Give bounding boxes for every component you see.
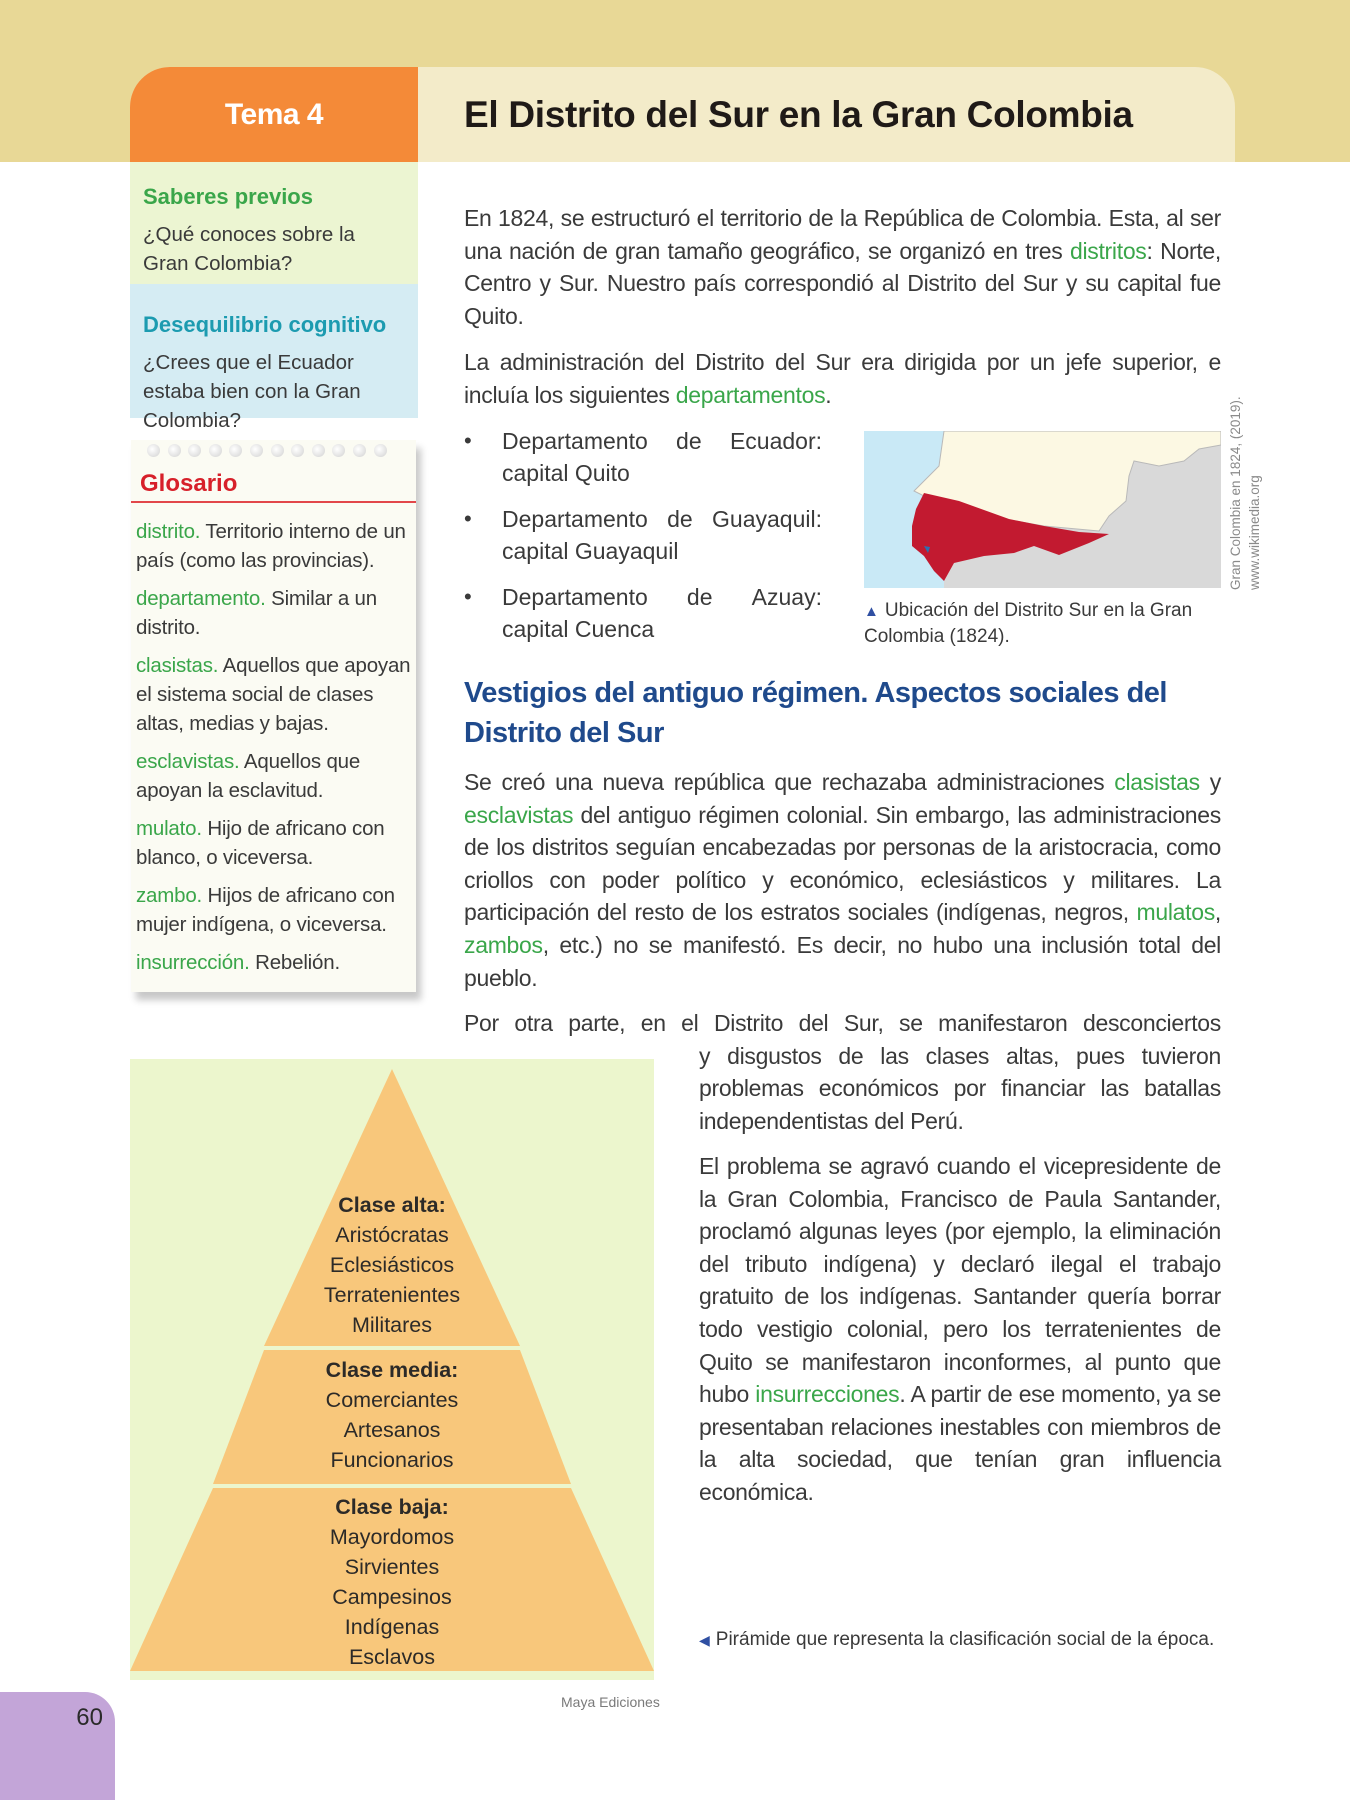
department-capital: capital Guayaquil [502, 538, 679, 564]
tier-member: Mayordomos [329, 1525, 455, 1549]
text-run: La administración del Distrito del Sur era dirigida por un jefe superior, e incluía los siguientes [464, 349, 1221, 408]
department-name-word: Departamento [502, 584, 648, 610]
glosario-term: departamento. [136, 587, 266, 610]
desequilibrio-question: ¿Crees que el Ecuador estaba bien con la Gran Colombia? [143, 351, 361, 432]
map-image [864, 431, 1221, 588]
glosario-item [136, 651, 418, 738]
glosario-definition: Similar a un distrito. [136, 587, 377, 639]
tier-name: Clase alta: [338, 1193, 446, 1217]
term-distritos: distritos [1069, 237, 1147, 264]
map-credit-line: Gran Colombia en 1824, (2019). [1228, 396, 1243, 590]
text-run: . A partir de ese momento, ya se presentaban relaciones inestables con miembros de la alta sociedad, que tenían gran influencia económica. [699, 1381, 1221, 1505]
department-item [464, 503, 822, 567]
glosario-definition: Aquellos que apoyan el sistema social de clases altas, medias y bajas. [136, 654, 411, 735]
term-esclavistas: esclavistas [464, 801, 574, 828]
publisher-credit: Maya Ediciones [561, 1694, 660, 1710]
tema-label: Tema 4 [224, 97, 324, 131]
section-heading: Vestigios del antiguo régimen. Aspectos sociales del Distrito del Sur [464, 677, 1167, 749]
map-caption-text: Ubicación del Distrito Sur en la Gran Colombia (1824). [864, 600, 1193, 647]
glosario-item [136, 814, 418, 872]
tier-member: Militares [351, 1313, 433, 1337]
spiral-binding-icon [147, 444, 387, 457]
term-zambos: zambos [464, 931, 543, 958]
glosario-definition: Aquellos que apoyan la esclavitud. [136, 750, 361, 802]
department-name [502, 581, 822, 613]
page-title: El Distrito del Sur en la Gran Colombia [464, 93, 1133, 135]
glosario-definition: Hijo de africano con blanco, o viceversa. [136, 817, 385, 869]
department-capital: capital Cuenca [502, 616, 655, 642]
glosario-definition: Territorio interno de un país (como las provincias). [136, 520, 406, 572]
tier-member: Aristócratas [335, 1223, 449, 1247]
triangle-up-icon: ▲ [864, 603, 879, 620]
department-item [464, 581, 822, 645]
tier-member: Campesinos [332, 1585, 452, 1609]
text-run: del antiguo régimen colonial. Sin embargo, las administraciones de los distritos seguían encabezadas por personas de la aristocracia, como criollos con poder político y económico, eclesiásticos y militares. La participación del resto de los estratos sociales (indígenas, negros, [464, 801, 1221, 926]
term-mulatos: mulatos [1136, 899, 1215, 926]
text-run: Se creó una nueva república que rechazaba administraciones [464, 769, 1115, 795]
glosario-item [136, 517, 418, 575]
glosario-item [136, 948, 418, 977]
text-run: y [1199, 769, 1221, 795]
saberes-previos-heading: Saberes previos [143, 184, 313, 209]
glosario-definition: Hijos de africano con mujer indígena, o viceversa. [136, 884, 395, 936]
map-credit [1226, 370, 1264, 590]
text-run: Por otra parte, en el Distrito del Sur, se manifestaron desconciertos [464, 1010, 1221, 1036]
tier-member: Eclesiásticos [329, 1253, 455, 1277]
text-run: : Norte, Centro y Sur. Nuestro país correspondió al Distrito del Sur y su capital fue Quito. [464, 237, 1222, 329]
glosario-term: esclavistas. [136, 750, 240, 773]
glosario-box [131, 440, 416, 992]
page-number-tab [0, 1692, 115, 1800]
tier-name: Clase media: [325, 1358, 459, 1382]
tier-alta-text [130, 1190, 654, 1340]
bullet-icon: • [464, 428, 472, 453]
department-name [502, 503, 822, 535]
text-run: . [825, 381, 832, 408]
intro-paragraph-1 [464, 202, 1221, 332]
tier-member: Artesanos [343, 1418, 441, 1442]
glosario-term: clasistas. [136, 654, 219, 677]
glosario-term: mulato. [136, 817, 202, 840]
department-name [502, 425, 822, 457]
department-name-word: Departamento [502, 428, 648, 454]
department-name-word: de [686, 584, 713, 610]
tier-member: Comerciantes [325, 1388, 459, 1412]
tier-member: Funcionarios [330, 1448, 454, 1472]
desequilibrio-cognitivo-box [130, 284, 418, 432]
term-clasistas: clasistas [1114, 769, 1200, 795]
term-departamentos: departamentos [675, 381, 826, 408]
department-name-word: Ecuador: [729, 428, 822, 454]
glosario-term: distrito. [136, 520, 201, 543]
glosario-item [136, 881, 418, 939]
triangle-left-icon: ◀ [699, 1632, 710, 1648]
bullet-icon: • [464, 584, 472, 609]
department-name-word: Azuay: [751, 584, 822, 610]
glosario-term: zambo. [136, 884, 203, 907]
social-pyramid [130, 1059, 654, 1680]
text-run: y disgustos de las clases altas, pues tuvieron problemas económicos por financiar las batallas independentistas del Perú. [699, 1042, 1221, 1134]
bullet-icon: • [464, 506, 472, 531]
tier-member: Indígenas [344, 1615, 440, 1639]
pyramid-caption [699, 1627, 1219, 1653]
glosario-title: Glosario [140, 470, 238, 497]
department-name-word: Guayaquil: [712, 506, 822, 532]
glosario-list [136, 517, 418, 986]
page-number: 60 [76, 1704, 103, 1731]
glosario-definition: Rebelión. [249, 951, 340, 974]
term-insurrecciones: insurrecciones [755, 1381, 900, 1408]
tier-member: Esclavos [348, 1645, 436, 1669]
section-paragraph-3 [699, 1150, 1221, 1509]
text-run: En 1824, se estructuró el territorio de la República de Colombia. Esta, al ser una nación de gran tamaño geográfico, se organizó en tres [464, 205, 1221, 264]
text-run: , etc.) no se manifestó. Es decir, no hubo una inclusión total del pueblo. [464, 931, 1221, 991]
glosario-divider [131, 501, 416, 503]
department-item [464, 425, 822, 489]
desequilibrio-heading: Desequilibrio cognitivo [143, 312, 387, 337]
glosario-term: insurrección. [136, 951, 250, 974]
tier-member: Sirvientes [344, 1555, 440, 1579]
saberes-previos-question: ¿Qué conoces sobre la Gran Colombia? [143, 223, 355, 275]
tier-media-text [130, 1355, 654, 1475]
department-name-word: de [667, 506, 693, 532]
saberes-previos-box [130, 162, 418, 284]
glosario-item [136, 747, 418, 805]
department-capital: capital Quito [502, 460, 630, 486]
text-run: El problema se agravó cuando el vicepresidente de la Gran Colombia, Francisco de Paula Santander, proclamó algunas leyes (por ejemplo, la eliminación del tributo indígena) y declaró ilegal el trabajo gratuito de los indígenas. Santander quería borrar todo vestigio colonial, pero los terratenientes de Quito se manifestaron inconformes, al punto que hubo [699, 1153, 1221, 1408]
section-paragraph-1 [464, 766, 1221, 994]
tier-baja-text [130, 1492, 654, 1672]
map-caption [864, 598, 1234, 649]
map-credit-url: www.wikimedia.org [1247, 475, 1262, 590]
glosario-item [136, 584, 418, 642]
tema-tab [130, 67, 418, 162]
header [130, 67, 1235, 162]
pyramid-caption-text: Pirámide que representa la clasificación social de la época. [715, 1629, 1215, 1650]
department-name-word: de [676, 428, 702, 454]
tier-name: Clase baja: [335, 1495, 449, 1519]
intro-paragraph-2 [464, 346, 1221, 411]
departments-list [464, 425, 822, 659]
department-name-word: Departamento [502, 506, 648, 532]
text-run: , [1214, 899, 1221, 926]
tier-member: Terratenientes [323, 1283, 461, 1307]
